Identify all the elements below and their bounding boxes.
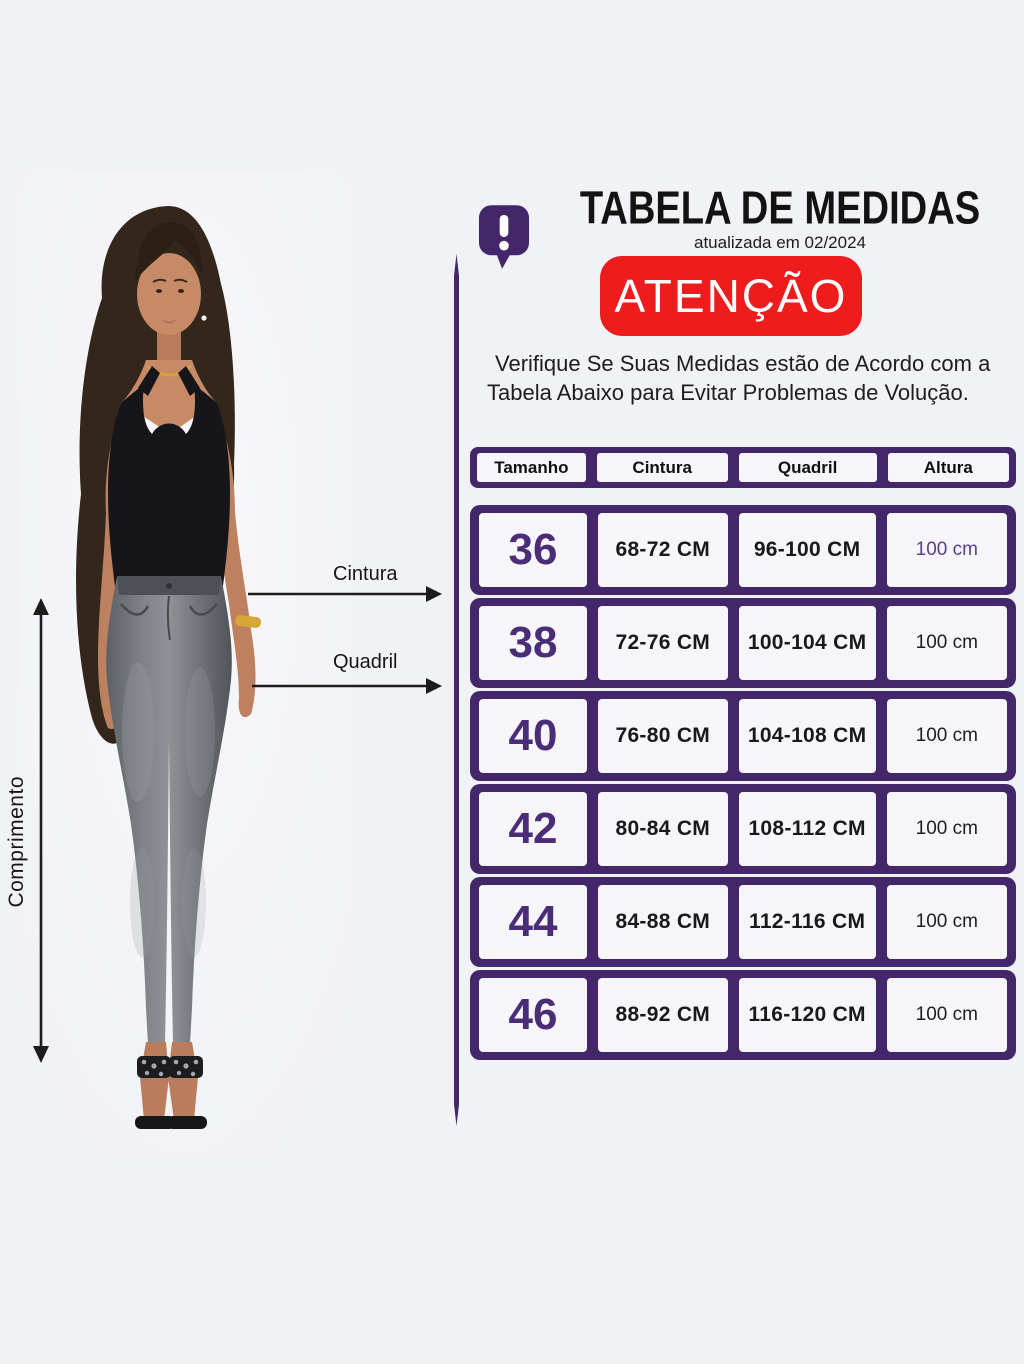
size-cell: 36 — [479, 513, 587, 587]
header-cintura: Cintura — [597, 453, 728, 482]
size-cell: 40 — [479, 699, 587, 773]
size-table — [470, 447, 1016, 1063]
waist-cell: 76-80 CM — [598, 699, 728, 773]
waist-cell: 68-72 CM — [598, 513, 728, 587]
hip-cell: 100-104 CM — [739, 606, 876, 680]
size-cell: 38 — [479, 606, 587, 680]
waist-measure-label: Cintura — [333, 563, 398, 585]
model-photo — [18, 172, 352, 1157]
table-header-row — [470, 447, 1016, 488]
model-illustration — [18, 172, 352, 1157]
length-measure-label: Comprimento — [5, 776, 28, 908]
header-quadril: Quadril — [739, 453, 877, 482]
header-block — [545, 182, 1015, 253]
height-cell: 100 cm — [887, 978, 1007, 1052]
size-cell: 46 — [479, 978, 587, 1052]
waist-cell: 84-88 CM — [598, 885, 728, 959]
height-cell: 100 cm — [887, 792, 1007, 866]
attention-badge: ATENÇÃO — [600, 256, 862, 336]
hip-arrow — [252, 677, 444, 695]
waist-cell: 72-76 CM — [598, 606, 728, 680]
size-cell: 42 — [479, 792, 587, 866]
page-title: TABELA DE MEDIDAS — [579, 182, 981, 234]
waist-cell: 88-92 CM — [598, 978, 728, 1052]
updated-date: atualizada em 02/2024 — [693, 233, 867, 252]
height-cell: 100 cm — [887, 885, 1007, 959]
height-cell: 100 cm — [887, 606, 1007, 680]
table-row — [470, 784, 1016, 874]
notice-text: Verifique Se Suas Medidas estão de Acordo com a Tabela Abaixo para Evitar Problemas de Volução. — [487, 351, 991, 406]
waist-arrow — [248, 585, 444, 603]
table-row — [470, 691, 1016, 781]
exclamation-bubble-icon — [478, 203, 530, 271]
hip-cell: 108-112 CM — [739, 792, 876, 866]
table-row — [470, 877, 1016, 967]
header-altura: Altura — [888, 453, 1009, 482]
hip-cell: 116-120 CM — [739, 978, 876, 1052]
waist-cell: 80-84 CM — [598, 792, 728, 866]
height-cell: 100 cm — [887, 699, 1007, 773]
hip-cell: 112-116 CM — [739, 885, 876, 959]
hip-cell: 104-108 CM — [739, 699, 876, 773]
table-row — [470, 598, 1016, 688]
hip-cell: 96-100 CM — [739, 513, 876, 587]
height-cell: 100 cm — [887, 513, 1007, 587]
vertical-divider — [454, 254, 459, 1126]
table-row — [470, 505, 1016, 595]
header-tamanho: Tamanho — [477, 453, 586, 482]
table-row — [470, 970, 1016, 1060]
hip-measure-label: Quadril — [333, 651, 398, 673]
size-cell: 44 — [479, 885, 587, 959]
length-arrow — [30, 598, 52, 1063]
